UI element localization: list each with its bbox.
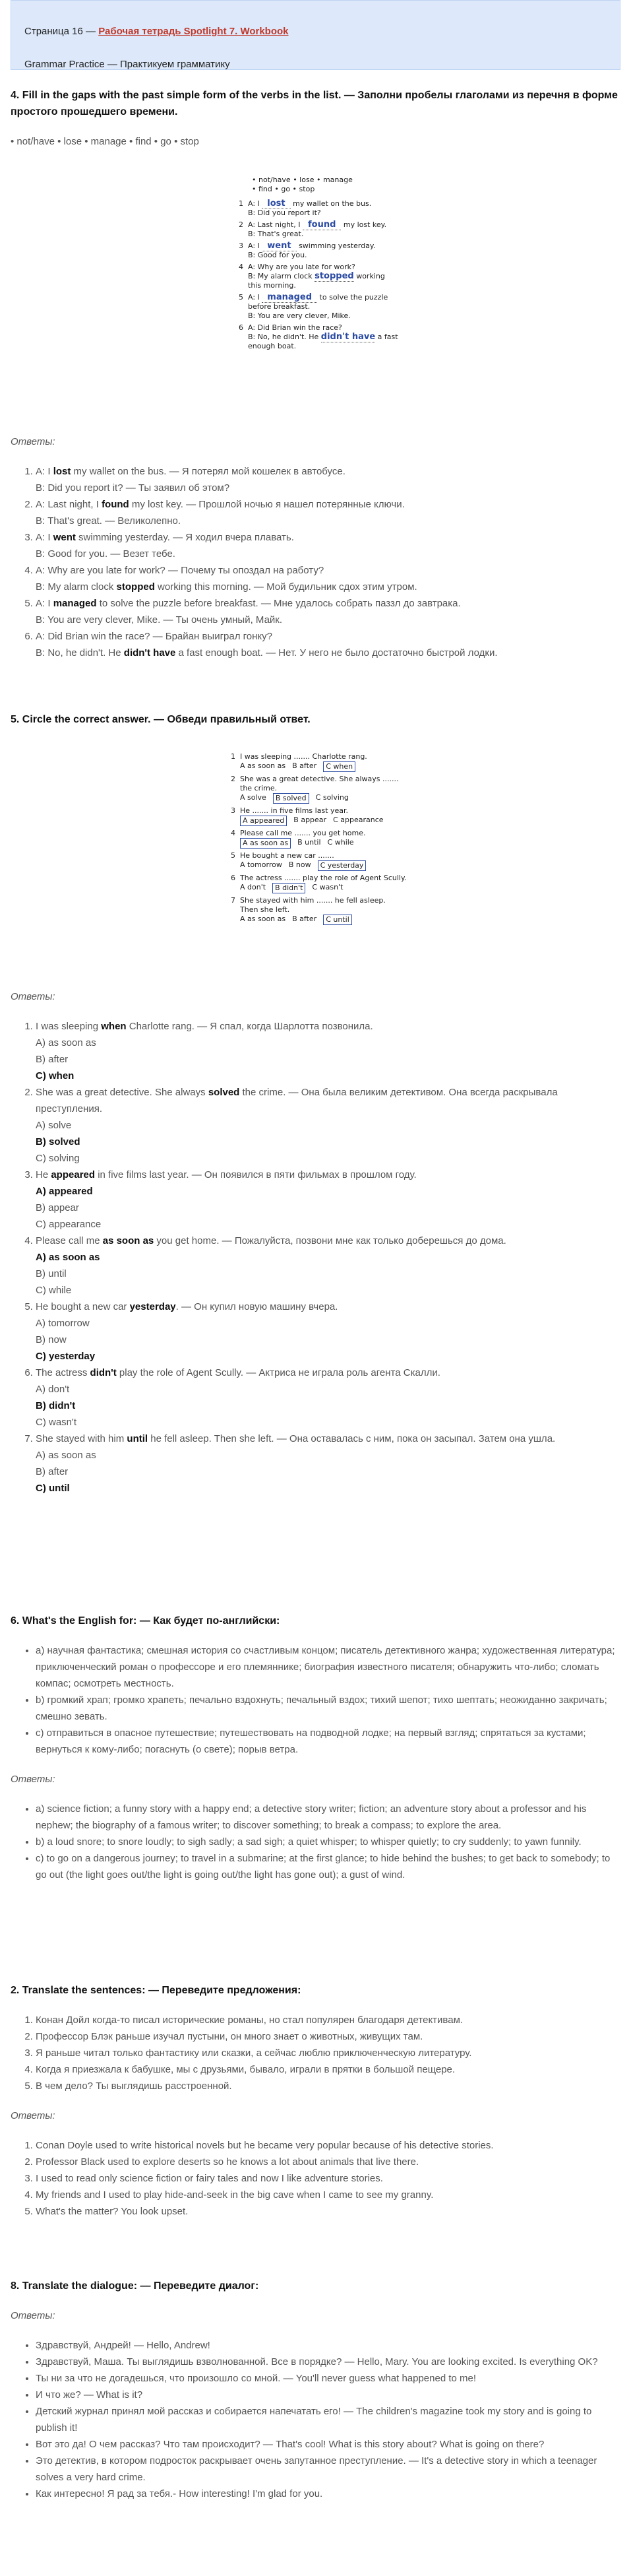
ex2-answer: 2. Professor Black used to explore deserts so he knows a lot about animals that live there.	[36, 2154, 620, 2170]
ex5-answers	[11, 988, 620, 1497]
ex8-dialogue-line: • И что же? — What is it?	[36, 2387, 620, 2403]
fig4-handwritten-answer: didn't have	[320, 332, 376, 342]
answer-verb: went	[53, 532, 76, 543]
ex5-section	[11, 711, 620, 728]
answer-verb: managed	[53, 598, 97, 609]
ex4-title: 4. Fill in the gaps with the past simple form of the verbs in the list. — Заполни пробелы глаголами из перечня в форме простого прошедшего времени.	[11, 90, 618, 117]
fig4-item-body	[248, 242, 436, 260]
fig5-question: Then she left.	[240, 905, 290, 914]
fig5-item	[231, 752, 422, 772]
ex6-item: • a) научная фантастика; смешная история со счастливым концом; писатель детективного жанра; художественная литература; приключенческий роман о профессоре и его племяннике; биография известного писателя; обнаружить что-либо; сломать компас; осмотреть местность.	[36, 1642, 620, 1692]
fig5-items	[231, 752, 422, 925]
fig5-option: A as soon as	[240, 761, 286, 770]
fig5-option: C while	[327, 838, 354, 847]
answer-option-correct: C) until	[36, 1483, 70, 1494]
fig5-options	[240, 915, 422, 925]
answer-line-b: B: No, he didn't. He didn't have a fast enough boat. — Нет. У него не было достаточно быстрой лодки.	[36, 647, 498, 659]
fig5-option: A tomorrow	[240, 860, 282, 869]
ex6-answer-list	[11, 1801, 620, 1883]
fig5-question: the crime.	[240, 784, 278, 792]
answer-option: B) after	[36, 1054, 69, 1065]
fig4-line-b: before breakfast.	[248, 302, 311, 311]
fig5-option: C wasn't	[312, 883, 344, 891]
answer-line-a: 3. A: I went swimming yesterday. — Я ходил вчера плавать.	[36, 532, 294, 543]
fig5-item-body	[240, 752, 422, 772]
fig4-item	[239, 293, 436, 321]
answer-option: A) don't	[36, 1384, 70, 1395]
ex4-answer-item	[36, 496, 620, 529]
fig5-option: B appear	[293, 816, 327, 824]
ex5-figure	[231, 752, 422, 970]
answer-line-a: 5. A: I managed to solve the puzzle before breakfast. — Мне удалось собрать паззл до завтрака.	[36, 598, 461, 609]
fig4-list2: • find • go • stop	[252, 185, 315, 193]
ex5-answers-label: Ответы:	[11, 991, 55, 1002]
fig4-line-b: this morning.	[248, 281, 296, 290]
fig5-item-body	[240, 829, 422, 849]
answer-option: A) solve	[36, 1120, 72, 1131]
fig4-text: A: I	[248, 293, 262, 302]
answer-option: C) appearance	[36, 1219, 102, 1230]
fig5-option-circled: B didn't	[272, 883, 305, 893]
ex6-answer: • c) to go on a dangerous journey; to travel in a submarine; at the first glance; to hide behind the bushes; to get back to somebody; to go out (the light goes out/the light is going out/the light has gone out); a gust of wind.	[36, 1850, 620, 1883]
answer-verb: stopped	[116, 581, 155, 593]
answer-option: B) after	[36, 1466, 69, 1477]
fig4-item-number: 3	[239, 242, 243, 250]
fig5-option: A solve	[240, 793, 266, 802]
fig5-option-circled: B solved	[273, 793, 309, 804]
answer-line-a: 4. A: Why are you late for work? — Почему ты опоздал на работу?	[36, 565, 324, 576]
fig5-option: A don't	[240, 883, 266, 891]
answer-option: A) as soon as	[36, 1450, 96, 1461]
answer-line-b: B: Good for you. — Везет тебе.	[36, 548, 175, 560]
ex5-answer-item	[36, 1167, 620, 1233]
fig4-text: A: I	[248, 199, 262, 208]
answer-option: B) now	[36, 1334, 67, 1345]
answer-verb: found	[102, 499, 129, 510]
fig4-line-b: enough boat.	[248, 342, 297, 350]
answer-sentence: 2. She was a great detective. She always solved the crime. — Она была великим детективом. Она всегда раскрывала преступления.	[36, 1087, 558, 1114]
fig5-item	[231, 829, 422, 849]
fig5-item	[231, 806, 422, 826]
fig4-handwritten-answer: lost	[262, 199, 290, 209]
fig5-item-number: 4	[231, 829, 235, 837]
ex8-section	[11, 2278, 620, 2502]
ex4-answer-item	[36, 529, 620, 562]
fig4-handwritten-answer: found	[303, 220, 341, 230]
ex5-answer-item	[36, 1233, 620, 1299]
fig5-item-number: 2	[231, 775, 235, 783]
fig4-handwritten-answer: managed	[262, 292, 317, 303]
fig5-item-body	[240, 806, 422, 826]
ex2-item: 5. В чем дело? Ты выглядишь расстроенной.	[36, 2078, 620, 2094]
answer-option-correct: C) when	[36, 1070, 75, 1081]
answer-option-correct: B) didn't	[36, 1400, 76, 1411]
ex6-title: 6. What's the English for: — Как будет по-английски:	[11, 1615, 280, 1626]
ex2-title: 2. Translate the sentences: — Переведите предложения:	[11, 1985, 301, 1996]
ex2-item: 1. Конан Дойл когда-то писал исторические романы, но стал популярен благодаря детективам.	[36, 2012, 620, 2028]
ex6-section	[11, 1613, 620, 1883]
fig5-item-number: 7	[231, 896, 235, 905]
fig5-item-body	[240, 775, 422, 804]
fig5-item-body	[240, 874, 422, 893]
ex8-title: 8. Translate the dialogue: — Переведите диалог:	[11, 2280, 259, 2292]
answer-verb: lost	[53, 466, 71, 477]
fig5-item-number: 6	[231, 874, 235, 882]
fig5-item	[231, 851, 422, 871]
answer-line-a: 2. A: Last night, I found my lost key. — Прошлой ночью я нашел потерянные ключи.	[36, 499, 405, 510]
answer-sentence: 4. Please call me as soon as you get home. — Пожалуйста, позвони мне как только доберешься до дома.	[36, 1235, 506, 1246]
fig5-option: B after	[292, 915, 317, 923]
ex5-answer-item	[36, 1084, 620, 1167]
header-subtitle: Grammar Practice — Практикуем грамматику	[24, 59, 230, 70]
answer-sentence: 7. She stayed with him until he fell asleep. Then she left. — Она оставалась с ним, пока он засыпал. Затем она ушла.	[36, 1433, 556, 1444]
fig4-item-number: 2	[239, 220, 243, 229]
ex8-dialogue-line: • Как интересно! Я рад за тебя.- How interesting! I'm glad for you.	[36, 2486, 620, 2502]
ex2-section	[11, 1982, 620, 2220]
fig4-text: working	[353, 272, 385, 280]
fig4-text: swimming yesterday.	[296, 242, 376, 250]
fig5-options	[240, 793, 422, 804]
answer-line-a: 1. A: I lost my wallet on the bus. — Я потерял мой кошелек в автобусе.	[36, 466, 346, 477]
ex5-answer-item	[36, 1018, 620, 1084]
fig4-text: A: Last night, I	[248, 220, 303, 229]
fig4-line-b: B: Good for you.	[248, 251, 307, 259]
ex8-dialogue-line: • Это детектив, в котором подросток раскрывает очень запутанное преступление. — It's a detective story in which a teenager solves a very hard crime.	[36, 2453, 620, 2486]
ex8-dialogue-line: • Детский журнал принял мой рассказ и собирается напечатать его! — The children's magazine took my story and is going to publish it!	[36, 2403, 620, 2436]
ex4-word-list: • not/have • lose • manage • find • go • stop	[11, 136, 199, 147]
fig5-item-number: 1	[231, 752, 235, 761]
answer-option: A) as soon as	[36, 1037, 96, 1048]
ex8-dialogue-list	[11, 2337, 620, 2502]
fig4-text: B: No, he didn't. He	[248, 333, 321, 341]
ex2-item: 2. Профессор Блэк раньше изучал пустыни, он много знает о животных, живущих там.	[36, 2028, 620, 2045]
fig5-question: Please call me ....... you get home.	[240, 829, 366, 837]
fig4-text: A: I	[248, 242, 262, 250]
ex2-answer: 3. I used to read only science fiction or fairy tales and now I like adventure stories.	[36, 2170, 620, 2187]
ex2-answer: 4. My friends and I used to play hide-and-seek in the big cave when I came to see my granny.	[36, 2187, 620, 2203]
ex6-answer: • b) a loud snore; to snore loudly; to sigh sadly; a sad sigh; a quiet whisper; to whisper quietly; to cry suddenly; to yawn funnily.	[36, 1834, 620, 1850]
fig4-item-body	[248, 199, 436, 218]
fig4-line	[248, 242, 436, 251]
fig4-item-body	[248, 263, 436, 290]
answer-word: as soon as	[102, 1235, 154, 1246]
ex4-answer-item	[36, 628, 620, 661]
answer-option-correct: B) solved	[36, 1136, 80, 1147]
page-label: Страница 16 —	[24, 26, 96, 37]
answer-option: B) appear	[36, 1202, 79, 1213]
header-box	[11, 0, 620, 70]
fig4-handwritten-answer: stopped	[315, 271, 354, 281]
answer-line-a: 6. A: Did Brian win the race? — Брайан выиграл гонку?	[36, 631, 272, 642]
fig4-line	[248, 272, 436, 281]
fig4-line	[248, 220, 436, 230]
ex6-answers-label: Ответы:	[11, 1774, 55, 1785]
fig4-text: to solve the puzzle	[317, 293, 388, 302]
fig5-item-body	[240, 896, 422, 925]
ex5-title: 5. Circle the correct answer. — Обведи правильный ответ.	[11, 714, 311, 725]
fig5-option: B after	[292, 761, 317, 770]
ex4-answer-item	[36, 463, 620, 496]
ex4-section	[11, 87, 620, 150]
fig4-line-a: A: Did Brian win the race?	[248, 323, 342, 332]
answer-word: when	[101, 1021, 127, 1032]
answer-option: C) while	[36, 1285, 72, 1296]
workbook-link[interactable]: Рабочая тетрадь Spotlight 7. Workbook	[98, 26, 289, 37]
answer-verb: didn't have	[123, 647, 176, 659]
ex2-answer: 1. Conan Doyle used to write historical novels but he became very popular because of his detective stories.	[36, 2137, 620, 2154]
answer-sentence: 6. The actress didn't play the role of Agent Scully. — Актриса не играла роль агента Скалли.	[36, 1367, 440, 1378]
header-line	[11, 1, 620, 39]
fig4-item	[239, 263, 436, 290]
fig5-item	[231, 874, 422, 893]
fig5-question: He bought a new car .......	[240, 851, 334, 860]
answer-option-correct: A) appeared	[36, 1186, 93, 1197]
ex4-answer-item	[36, 562, 620, 595]
ex5-answer-list	[11, 1018, 620, 1497]
answer-option: A) tomorrow	[36, 1318, 90, 1329]
fig4-item-body	[248, 293, 436, 321]
ex8-dialogue-line: • Вот это да! О чем рассказ? Что там происходит? — That's cool! What is this story about? What is going on there?	[36, 2436, 620, 2453]
answer-option: C) wasn't	[36, 1417, 77, 1428]
fig5-question: He ....... in five films last year.	[240, 806, 349, 815]
fig5-options	[240, 838, 422, 849]
fig4-text: a fast	[375, 333, 398, 341]
ex4-answers-label: Ответы:	[11, 436, 55, 447]
fig5-question: I was sleeping ....... Charlotte rang.	[240, 752, 367, 761]
fig5-option-circled: A appeared	[240, 816, 287, 826]
fig4-item-body	[248, 323, 436, 351]
ex5-answer-item	[36, 1365, 620, 1431]
fig5-question: The actress ....... play the role of Agent Scully.	[240, 874, 407, 882]
fig5-options	[240, 860, 422, 871]
ex8-dialogue-line: • Здравствуй, Маша. Ты выглядишь взволнованной. Все в порядке? — Hello, Mary. You are looking excited. Is everything OK?	[36, 2354, 620, 2370]
ex8-dialogue-line: • Здравствуй, Андрей! — Hello, Andrew!	[36, 2337, 620, 2354]
fig4-line	[248, 333, 436, 342]
ex6-item: • c) отправиться в опасное путешествие; путешествовать на подводной лодке; на первый взгляд; спрятаться за кустами; вернуться к кому-либо; погаснуть (о свете); порыв ветра.	[36, 1725, 620, 1758]
fig4-line-b: B: Did you report it?	[248, 209, 321, 217]
fig4-text: my wallet on the bus.	[290, 199, 372, 208]
ex5-answer-item	[36, 1431, 620, 1497]
fig5-option-circled: C yesterday	[318, 860, 367, 871]
fig4-item-number: 6	[239, 323, 243, 332]
fig4-item-number: 5	[239, 293, 243, 302]
fig4-line	[248, 199, 436, 209]
fig5-option: C solving	[315, 793, 349, 802]
answer-sentence: 1. I was sleeping when Charlotte rang. — Я спал, когда Шарлотта позвонила.	[36, 1021, 373, 1032]
fig4-text: my lost key.	[341, 220, 387, 229]
answer-word: until	[127, 1433, 148, 1444]
answer-line-b: B: That's great. — Великолепно.	[36, 515, 181, 527]
ex5-answer-item	[36, 1299, 620, 1365]
fig4-line-b: B: That's great.	[248, 230, 304, 238]
ex4-answer-list	[11, 463, 620, 661]
answer-sentence: 5. He bought a new car yesterday. — Он купил новую машину вчера.	[36, 1301, 338, 1312]
fig5-options	[240, 761, 422, 772]
ex2-item: 3. Я раньше читал только фантастику или сказки, а сейчас люблю приключенческую литературу.	[36, 2045, 620, 2061]
fig4-text: B: My alarm clock	[248, 272, 315, 280]
fig5-option: B now	[288, 860, 311, 869]
fig4-line	[248, 293, 436, 302]
fig5-item	[231, 896, 422, 925]
answer-word: appeared	[51, 1169, 96, 1180]
ex8-dialogue-line: • Ты ни за что не догадешься, что произошло со мной. — You'll never guess what happened to me!	[36, 2370, 620, 2387]
fig5-item-number: 5	[231, 851, 235, 860]
fig4-line-b: B: You are very clever, Mike.	[248, 311, 351, 320]
fig4-line-a: A: Why are you late for work?	[248, 263, 355, 271]
fig4-item-number: 4	[239, 263, 243, 271]
ex4-answer-item	[36, 595, 620, 628]
answer-word: didn't	[90, 1367, 117, 1378]
fig4-handwritten-answer: went	[262, 241, 296, 251]
answer-line-b: B: You are very clever, Mike. — Ты очень умный, Майк.	[36, 614, 283, 626]
answer-word: yesterday	[129, 1301, 176, 1312]
fig4-item	[239, 220, 436, 239]
answer-option: C) solving	[36, 1153, 80, 1164]
fig5-question: She was a great detective. She always .......	[240, 775, 399, 783]
fig5-item	[231, 775, 422, 804]
answer-line-b: B: Did you report it? — Ты заявил об этом?	[36, 482, 230, 494]
ex4-figure	[239, 176, 436, 406]
answer-sentence: 3. He appeared in five films last year. — Он появился в пяти фильмах в прошлом году.	[36, 1169, 417, 1180]
fig5-question: She stayed with him ....... he fell asleep.	[240, 896, 386, 905]
fig5-option: C appearance	[333, 816, 384, 824]
fig4-item-body	[248, 220, 436, 239]
fig5-options	[240, 816, 422, 826]
ex6-answer: • a) science fiction; a funny story with a happy end; a detective story writer; fiction; an adventure story about a professor and his nephew; the biography of a famous writer; to discover something; to break a compass; to explore the area.	[36, 1801, 620, 1834]
fig4-items	[239, 199, 436, 351]
fig5-item-number: 3	[231, 806, 235, 815]
fig5-option: A as soon as	[240, 915, 286, 923]
ex2-item: 4. Когда я приезжала к бабушке, мы с друзьями, бывало, играли в прятки в большой пещере.	[36, 2061, 620, 2078]
ex6-item: • b) громкий храп; громко храпеть; печально вздохнуть; печальный вздох; тихий шепот; тихо шептать; неожиданно закричать; смешно зевать.	[36, 1692, 620, 1725]
fig5-option: B until	[297, 838, 321, 847]
fig4-item	[239, 242, 436, 260]
ex8-answers-label: Ответы:	[11, 2310, 55, 2321]
ex2-answers-label: Ответы:	[11, 2110, 55, 2121]
answer-line-b: B: My alarm clock stopped working this morning. — Мой будильник сдох этим утром.	[36, 581, 417, 593]
fig5-option-circled: C until	[323, 915, 352, 925]
ex2-answer-list	[11, 2137, 620, 2220]
ex2-item-list	[11, 2012, 620, 2094]
answer-option-correct: C) yesterday	[36, 1351, 96, 1362]
fig5-option-circled: A as soon as	[240, 838, 291, 849]
fig4-item-number: 1	[239, 199, 243, 208]
answer-option-correct: A) as soon as	[36, 1252, 100, 1263]
ex2-answer: 5. What's the matter? You look upset.	[36, 2203, 620, 2220]
fig4-list1: • not/have • lose • manage	[252, 176, 353, 184]
fig5-options	[240, 883, 422, 893]
ex6-item-list	[11, 1642, 620, 1758]
fig5-item-body	[240, 851, 422, 871]
fig5-option-circled: C when	[323, 761, 355, 772]
fig4-item	[239, 199, 436, 218]
answer-option: B) until	[36, 1268, 67, 1279]
ex4-answers	[11, 434, 620, 661]
answer-word: solved	[208, 1087, 240, 1098]
fig4-item	[239, 323, 436, 351]
